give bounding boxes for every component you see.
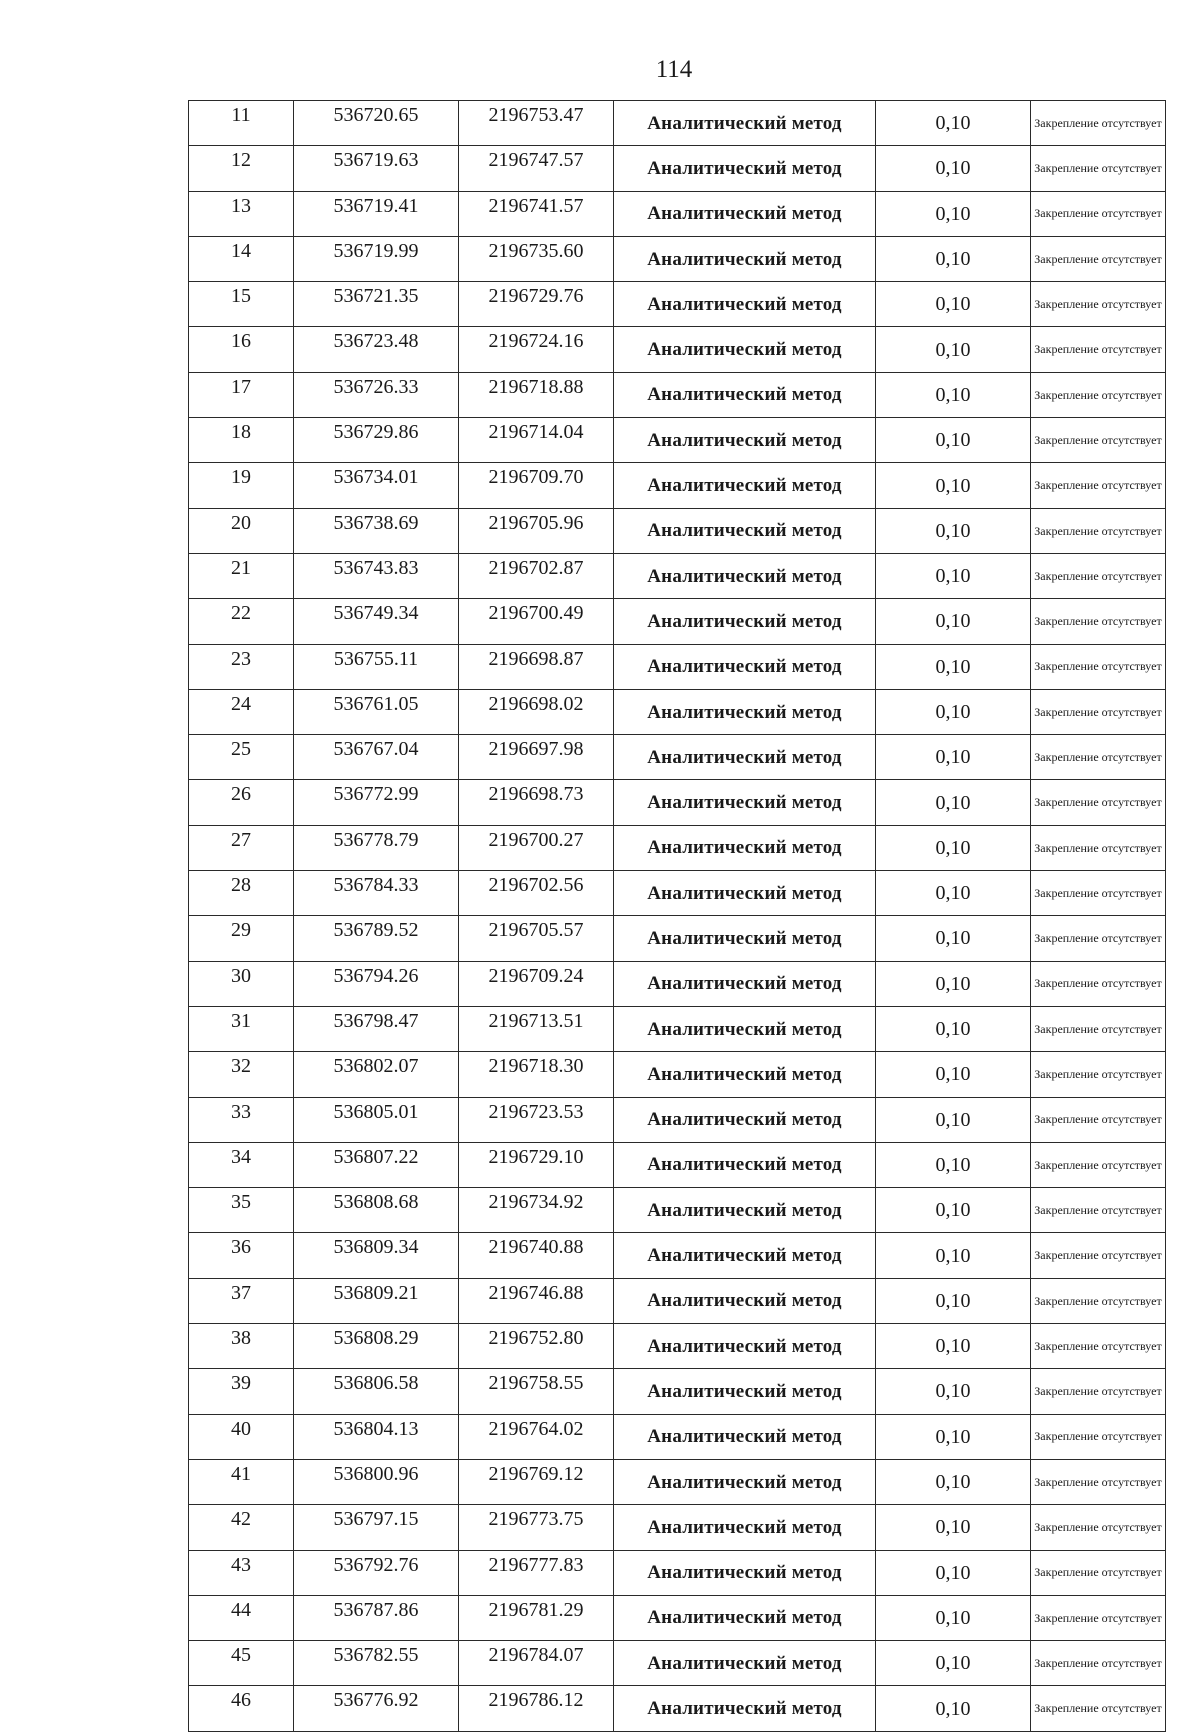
point-number-cell: 29 — [189, 916, 294, 961]
x-coordinate-cell: 536809.34 — [294, 1233, 459, 1278]
accuracy-cell: 0,10 — [876, 1641, 1031, 1686]
point-number-cell: 34 — [189, 1142, 294, 1187]
table-row — [189, 825, 1166, 870]
method-cell: Аналитический метод — [614, 236, 876, 281]
method-cell: Аналитический метод — [614, 780, 876, 825]
y-coordinate-cell: 2196735.60 — [459, 236, 614, 281]
point-number-cell: 25 — [189, 735, 294, 780]
point-number-cell: 41 — [189, 1459, 294, 1504]
fixing-cell: Закрепление отсутствует — [1031, 327, 1166, 372]
method-cell: Аналитический метод — [614, 1006, 876, 1051]
coordinates-table-body — [189, 101, 1166, 1732]
point-number-cell: 27 — [189, 825, 294, 870]
method-cell: Аналитический метод — [614, 146, 876, 191]
accuracy-cell: 0,10 — [876, 1278, 1031, 1323]
table-row — [189, 1550, 1166, 1595]
point-number-cell: 14 — [189, 236, 294, 281]
method-cell: Аналитический метод — [614, 1233, 876, 1278]
x-coordinate-cell: 536800.96 — [294, 1459, 459, 1504]
table-row — [189, 1324, 1166, 1369]
method-cell: Аналитический метод — [614, 1369, 876, 1414]
fixing-cell: Закрепление отсутствует — [1031, 146, 1166, 191]
method-cell: Аналитический метод — [614, 101, 876, 146]
method-cell: Аналитический метод — [614, 961, 876, 1006]
y-coordinate-cell: 2196764.02 — [459, 1414, 614, 1459]
x-coordinate-cell: 536772.99 — [294, 780, 459, 825]
method-cell: Аналитический метод — [614, 1641, 876, 1686]
y-coordinate-cell: 2196723.53 — [459, 1097, 614, 1142]
x-coordinate-cell: 536808.29 — [294, 1324, 459, 1369]
table-row — [189, 871, 1166, 916]
y-coordinate-cell: 2196752.80 — [459, 1324, 614, 1369]
y-coordinate-cell: 2196769.12 — [459, 1459, 614, 1504]
table-row — [189, 1278, 1166, 1323]
y-coordinate-cell: 2196740.88 — [459, 1233, 614, 1278]
y-coordinate-cell: 2196700.49 — [459, 599, 614, 644]
y-coordinate-cell: 2196786.12 — [459, 1686, 614, 1731]
fixing-cell: Закрепление отсутствует — [1031, 1006, 1166, 1051]
table-row — [189, 327, 1166, 372]
y-coordinate-cell: 2196718.30 — [459, 1052, 614, 1097]
table-row — [189, 146, 1166, 191]
accuracy-cell: 0,10 — [876, 871, 1031, 916]
fixing-cell: Закрепление отсутствует — [1031, 1459, 1166, 1504]
x-coordinate-cell: 536743.83 — [294, 553, 459, 598]
fixing-cell: Закрепление отсутствует — [1031, 372, 1166, 417]
table-row — [189, 961, 1166, 1006]
table-row — [189, 282, 1166, 327]
table-row — [189, 780, 1166, 825]
accuracy-cell: 0,10 — [876, 825, 1031, 870]
method-cell: Аналитический метод — [614, 553, 876, 598]
table-row — [189, 1595, 1166, 1640]
point-number-cell: 44 — [189, 1595, 294, 1640]
table-row — [189, 1052, 1166, 1097]
accuracy-cell: 0,10 — [876, 1369, 1031, 1414]
method-cell: Аналитический метод — [614, 916, 876, 961]
accuracy-cell: 0,10 — [876, 1505, 1031, 1550]
table-row — [189, 101, 1166, 146]
accuracy-cell: 0,10 — [876, 1188, 1031, 1233]
table-row — [189, 1142, 1166, 1187]
x-coordinate-cell: 536787.86 — [294, 1595, 459, 1640]
fixing-cell: Закрепление отсутствует — [1031, 1595, 1166, 1640]
accuracy-cell: 0,10 — [876, 644, 1031, 689]
table-row — [189, 1641, 1166, 1686]
fixing-cell: Закрепление отсутствует — [1031, 508, 1166, 553]
table-row — [189, 372, 1166, 417]
method-cell: Аналитический метод — [614, 644, 876, 689]
y-coordinate-cell: 2196747.57 — [459, 146, 614, 191]
point-number-cell: 40 — [189, 1414, 294, 1459]
fixing-cell: Закрепление отсутствует — [1031, 599, 1166, 644]
method-cell: Аналитический метод — [614, 191, 876, 236]
table-row — [189, 1505, 1166, 1550]
fixing-cell: Закрепление отсутствует — [1031, 1686, 1166, 1731]
point-number-cell: 39 — [189, 1369, 294, 1414]
accuracy-cell: 0,10 — [876, 735, 1031, 780]
accuracy-cell: 0,10 — [876, 508, 1031, 553]
accuracy-cell: 0,10 — [876, 101, 1031, 146]
point-number-cell: 37 — [189, 1278, 294, 1323]
point-number-cell: 28 — [189, 871, 294, 916]
accuracy-cell: 0,10 — [876, 780, 1031, 825]
x-coordinate-cell: 536807.22 — [294, 1142, 459, 1187]
y-coordinate-cell: 2196746.88 — [459, 1278, 614, 1323]
point-number-cell: 46 — [189, 1686, 294, 1731]
x-coordinate-cell: 536734.01 — [294, 463, 459, 508]
accuracy-cell: 0,10 — [876, 961, 1031, 1006]
y-coordinate-cell: 2196709.70 — [459, 463, 614, 508]
y-coordinate-cell: 2196714.04 — [459, 418, 614, 463]
y-coordinate-cell: 2196705.57 — [459, 916, 614, 961]
table-row — [189, 735, 1166, 780]
point-number-cell: 17 — [189, 372, 294, 417]
method-cell: Аналитический метод — [614, 418, 876, 463]
x-coordinate-cell: 536723.48 — [294, 327, 459, 372]
method-cell: Аналитический метод — [614, 1595, 876, 1640]
fixing-cell: Закрепление отсутствует — [1031, 825, 1166, 870]
method-cell: Аналитический метод — [614, 1686, 876, 1731]
y-coordinate-cell: 2196734.92 — [459, 1188, 614, 1233]
accuracy-cell: 0,10 — [876, 1142, 1031, 1187]
fixing-cell: Закрепление отсутствует — [1031, 1324, 1166, 1369]
point-number-cell: 26 — [189, 780, 294, 825]
x-coordinate-cell: 536720.65 — [294, 101, 459, 146]
x-coordinate-cell: 536749.34 — [294, 599, 459, 644]
fixing-cell: Закрепление отсутствует — [1031, 1550, 1166, 1595]
x-coordinate-cell: 536719.99 — [294, 236, 459, 281]
x-coordinate-cell: 536767.04 — [294, 735, 459, 780]
x-coordinate-cell: 536792.76 — [294, 1550, 459, 1595]
fixing-cell: Закрепление отсутствует — [1031, 1233, 1166, 1278]
y-coordinate-cell: 2196702.56 — [459, 871, 614, 916]
table-row — [189, 463, 1166, 508]
fixing-cell: Закрепление отсутствует — [1031, 1414, 1166, 1459]
accuracy-cell: 0,10 — [876, 1233, 1031, 1278]
table-row — [189, 1459, 1166, 1504]
table-row — [189, 599, 1166, 644]
y-coordinate-cell: 2196705.96 — [459, 508, 614, 553]
page-number: 114 — [655, 56, 693, 83]
point-number-cell: 23 — [189, 644, 294, 689]
point-number-cell: 16 — [189, 327, 294, 372]
y-coordinate-cell: 2196777.83 — [459, 1550, 614, 1595]
point-number-cell: 12 — [189, 146, 294, 191]
y-coordinate-cell: 2196753.47 — [459, 101, 614, 146]
table-row — [189, 1188, 1166, 1233]
accuracy-cell: 0,10 — [876, 146, 1031, 191]
point-number-cell: 31 — [189, 1006, 294, 1051]
point-number-cell: 20 — [189, 508, 294, 553]
accuracy-cell: 0,10 — [876, 1686, 1031, 1731]
method-cell: Аналитический метод — [614, 1324, 876, 1369]
table-row — [189, 1233, 1166, 1278]
x-coordinate-cell: 536726.33 — [294, 372, 459, 417]
table-row — [189, 644, 1166, 689]
x-coordinate-cell: 536784.33 — [294, 871, 459, 916]
method-cell: Аналитический метод — [614, 1097, 876, 1142]
accuracy-cell: 0,10 — [876, 1595, 1031, 1640]
accuracy-cell: 0,10 — [876, 1324, 1031, 1369]
accuracy-cell: 0,10 — [876, 236, 1031, 281]
method-cell: Аналитический метод — [614, 1188, 876, 1233]
fixing-cell: Закрепление отсутствует — [1031, 463, 1166, 508]
x-coordinate-cell: 536808.68 — [294, 1188, 459, 1233]
fixing-cell: Закрепление отсутствует — [1031, 236, 1166, 281]
x-coordinate-cell: 536798.47 — [294, 1006, 459, 1051]
point-number-cell: 24 — [189, 689, 294, 734]
y-coordinate-cell: 2196698.73 — [459, 780, 614, 825]
table-row — [189, 508, 1166, 553]
y-coordinate-cell: 2196700.27 — [459, 825, 614, 870]
fixing-cell: Закрепление отсутствует — [1031, 1369, 1166, 1414]
table-row — [189, 1414, 1166, 1459]
accuracy-cell: 0,10 — [876, 372, 1031, 417]
fixing-cell: Закрепление отсутствует — [1031, 282, 1166, 327]
y-coordinate-cell: 2196781.29 — [459, 1595, 614, 1640]
y-coordinate-cell: 2196724.16 — [459, 327, 614, 372]
accuracy-cell: 0,10 — [876, 463, 1031, 508]
method-cell: Аналитический метод — [614, 463, 876, 508]
x-coordinate-cell: 536729.86 — [294, 418, 459, 463]
accuracy-cell: 0,10 — [876, 916, 1031, 961]
accuracy-cell: 0,10 — [876, 1052, 1031, 1097]
accuracy-cell: 0,10 — [876, 1550, 1031, 1595]
fixing-cell: Закрепление отсутствует — [1031, 191, 1166, 236]
x-coordinate-cell: 536809.21 — [294, 1278, 459, 1323]
table-row — [189, 1006, 1166, 1051]
point-number-cell: 11 — [189, 101, 294, 146]
point-number-cell: 35 — [189, 1188, 294, 1233]
accuracy-cell: 0,10 — [876, 282, 1031, 327]
point-number-cell: 32 — [189, 1052, 294, 1097]
x-coordinate-cell: 536806.58 — [294, 1369, 459, 1414]
fixing-cell: Закрепление отсутствует — [1031, 1052, 1166, 1097]
y-coordinate-cell: 2196697.98 — [459, 735, 614, 780]
method-cell: Аналитический метод — [614, 1550, 876, 1595]
x-coordinate-cell: 536776.92 — [294, 1686, 459, 1731]
x-coordinate-cell: 536761.05 — [294, 689, 459, 734]
y-coordinate-cell: 2196709.24 — [459, 961, 614, 1006]
point-number-cell: 42 — [189, 1505, 294, 1550]
table-row — [189, 689, 1166, 734]
fixing-cell: Закрепление отсутствует — [1031, 101, 1166, 146]
method-cell: Аналитический метод — [614, 1459, 876, 1504]
table-row — [189, 1686, 1166, 1731]
method-cell: Аналитический метод — [614, 1052, 876, 1097]
y-coordinate-cell: 2196741.57 — [459, 191, 614, 236]
x-coordinate-cell: 536804.13 — [294, 1414, 459, 1459]
fixing-cell: Закрепление отсутствует — [1031, 916, 1166, 961]
coordinates-table — [188, 100, 1166, 1732]
fixing-cell: Закрепление отсутствует — [1031, 644, 1166, 689]
y-coordinate-cell: 2196784.07 — [459, 1641, 614, 1686]
x-coordinate-cell: 536805.01 — [294, 1097, 459, 1142]
accuracy-cell: 0,10 — [876, 599, 1031, 644]
fixing-cell: Закрепление отсутствует — [1031, 553, 1166, 598]
fixing-cell: Закрепление отсутствует — [1031, 961, 1166, 1006]
y-coordinate-cell: 2196702.87 — [459, 553, 614, 598]
accuracy-cell: 0,10 — [876, 191, 1031, 236]
x-coordinate-cell: 536794.26 — [294, 961, 459, 1006]
y-coordinate-cell: 2196758.55 — [459, 1369, 614, 1414]
point-number-cell: 18 — [189, 418, 294, 463]
table-row — [189, 1369, 1166, 1414]
x-coordinate-cell: 536797.15 — [294, 1505, 459, 1550]
y-coordinate-cell: 2196713.51 — [459, 1006, 614, 1051]
point-number-cell: 21 — [189, 553, 294, 598]
method-cell: Аналитический метод — [614, 689, 876, 734]
fixing-cell: Закрепление отсутствует — [1031, 689, 1166, 734]
x-coordinate-cell: 536802.07 — [294, 1052, 459, 1097]
x-coordinate-cell: 536738.69 — [294, 508, 459, 553]
point-number-cell: 33 — [189, 1097, 294, 1142]
method-cell: Аналитический метод — [614, 825, 876, 870]
accuracy-cell: 0,10 — [876, 689, 1031, 734]
x-coordinate-cell: 536755.11 — [294, 644, 459, 689]
point-number-cell: 22 — [189, 599, 294, 644]
method-cell: Аналитический метод — [614, 735, 876, 780]
method-cell: Аналитический метод — [614, 508, 876, 553]
fixing-cell: Закрепление отсутствует — [1031, 780, 1166, 825]
method-cell: Аналитический метод — [614, 1142, 876, 1187]
fixing-cell: Закрепление отсутствует — [1031, 418, 1166, 463]
table-row — [189, 916, 1166, 961]
accuracy-cell: 0,10 — [876, 1097, 1031, 1142]
table-row — [189, 1097, 1166, 1142]
x-coordinate-cell: 536719.63 — [294, 146, 459, 191]
table-row — [189, 236, 1166, 281]
fixing-cell: Закрепление отсутствует — [1031, 1188, 1166, 1233]
point-number-cell: 15 — [189, 282, 294, 327]
y-coordinate-cell: 2196718.88 — [459, 372, 614, 417]
fixing-cell: Закрепление отсутствует — [1031, 1278, 1166, 1323]
point-number-cell: 13 — [189, 191, 294, 236]
y-coordinate-cell: 2196729.10 — [459, 1142, 614, 1187]
x-coordinate-cell: 536721.35 — [294, 282, 459, 327]
point-number-cell: 45 — [189, 1641, 294, 1686]
point-number-cell: 30 — [189, 961, 294, 1006]
y-coordinate-cell: 2196698.02 — [459, 689, 614, 734]
x-coordinate-cell: 536719.41 — [294, 191, 459, 236]
method-cell: Аналитический метод — [614, 1414, 876, 1459]
accuracy-cell: 0,10 — [876, 553, 1031, 598]
accuracy-cell: 0,10 — [876, 1459, 1031, 1504]
table-row — [189, 553, 1166, 598]
y-coordinate-cell: 2196773.75 — [459, 1505, 614, 1550]
method-cell: Аналитический метод — [614, 599, 876, 644]
x-coordinate-cell: 536778.79 — [294, 825, 459, 870]
method-cell: Аналитический метод — [614, 1278, 876, 1323]
fixing-cell: Закрепление отсутствует — [1031, 1505, 1166, 1550]
accuracy-cell: 0,10 — [876, 327, 1031, 372]
table-row — [189, 418, 1166, 463]
fixing-cell: Закрепление отсутствует — [1031, 1142, 1166, 1187]
y-coordinate-cell: 2196729.76 — [459, 282, 614, 327]
table-row — [189, 191, 1166, 236]
method-cell: Аналитический метод — [614, 1505, 876, 1550]
point-number-cell: 19 — [189, 463, 294, 508]
method-cell: Аналитический метод — [614, 327, 876, 372]
point-number-cell: 36 — [189, 1233, 294, 1278]
accuracy-cell: 0,10 — [876, 1414, 1031, 1459]
fixing-cell: Закрепление отсутствует — [1031, 1641, 1166, 1686]
point-number-cell: 38 — [189, 1324, 294, 1369]
fixing-cell: Закрепление отсутствует — [1031, 1097, 1166, 1142]
x-coordinate-cell: 536789.52 — [294, 916, 459, 961]
x-coordinate-cell: 536782.55 — [294, 1641, 459, 1686]
method-cell: Аналитический метод — [614, 372, 876, 417]
fixing-cell: Закрепление отсутствует — [1031, 871, 1166, 916]
fixing-cell: Закрепление отсутствует — [1031, 735, 1166, 780]
accuracy-cell: 0,10 — [876, 1006, 1031, 1051]
point-number-cell: 43 — [189, 1550, 294, 1595]
accuracy-cell: 0,10 — [876, 418, 1031, 463]
method-cell: Аналитический метод — [614, 282, 876, 327]
y-coordinate-cell: 2196698.87 — [459, 644, 614, 689]
method-cell: Аналитический метод — [614, 871, 876, 916]
